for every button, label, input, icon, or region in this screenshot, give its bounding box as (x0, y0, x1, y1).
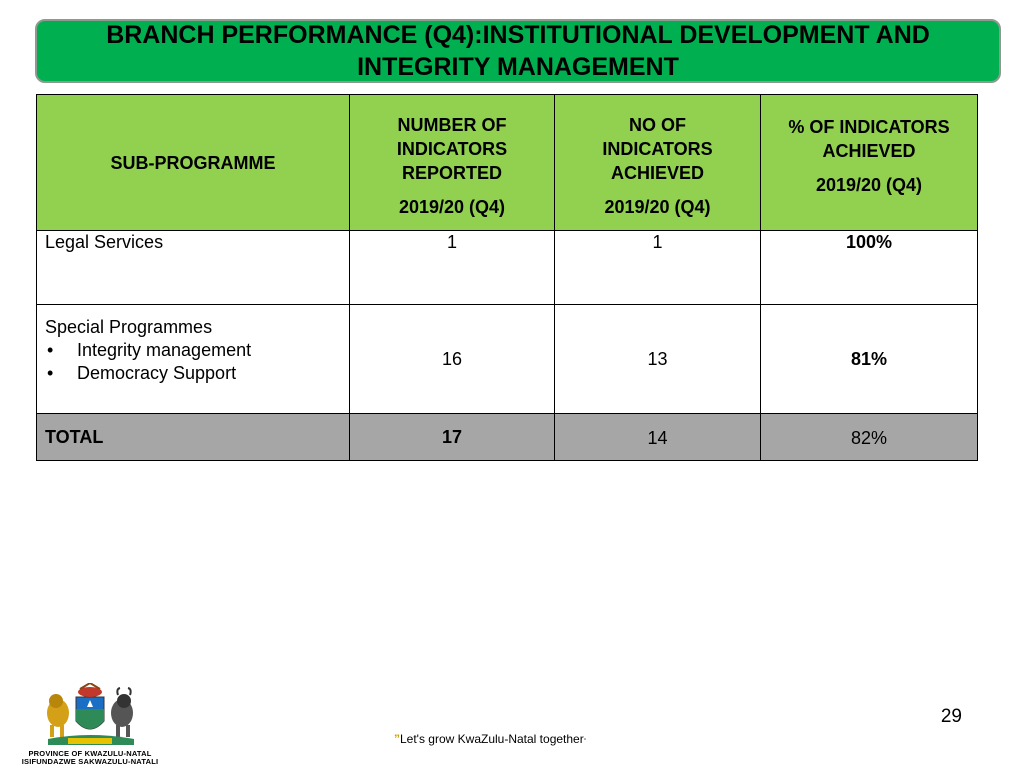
table-header-row (37, 95, 978, 231)
sub-programme-cell (37, 305, 350, 414)
slide-title-line-1: BRANCH PERFORMANCE (Q4):INSTITUTIONAL DEVELOPMENT AND (106, 21, 930, 49)
total-reported: 17 (350, 414, 555, 461)
tagline-close-quote: ” (583, 739, 586, 745)
performance-table (36, 94, 978, 461)
header-number-reported: NUMBER OF INDICATORS REPORTED 2019/20 (Q4) (350, 95, 555, 231)
achieved-cell: 13 (555, 305, 761, 414)
table-row (37, 305, 978, 414)
footer-tagline (394, 732, 586, 746)
header-year: 2019/20 (Q4) (815, 174, 923, 195)
header-year: 2019/20 (Q4) (604, 196, 711, 217)
percent-cell: 81% (761, 305, 978, 414)
total-row (37, 414, 978, 461)
reported-cell: 16 (350, 305, 555, 414)
percent-cell: 100% (761, 231, 978, 305)
logo-line-2: ISIFUNDAZWE SAKWAZULU-NATALI (21, 757, 159, 766)
tagline-open-quote: ” (394, 732, 400, 746)
coat-of-arms-icon (38, 683, 142, 747)
total-percent: 82% (761, 414, 978, 461)
total-label: TOTAL (37, 414, 350, 461)
slide-title-line-2: INTEGRITY MANAGEMENT (357, 53, 679, 81)
bullet-item: • Integrity management (45, 339, 349, 362)
sub-programme-name: Special Programmes (45, 317, 213, 337)
slide-title-banner (35, 19, 1001, 83)
total-achieved: 14 (555, 414, 761, 461)
reported-cell: 1 (350, 231, 555, 305)
header-number-achieved: NO OF INDICATORS ACHIEVED 2019/20 (Q4) (555, 95, 761, 231)
page-number: 29 (940, 706, 962, 727)
sub-programme-cell: Legal Services (37, 231, 350, 305)
header-sub-programme: SUB-PROGRAMME (37, 95, 350, 231)
logo-line-1: PROVINCE OF KWAZULU-NATAL (28, 749, 152, 758)
table-row (37, 231, 978, 305)
achieved-cell: 1 (555, 231, 761, 305)
header-year: 2019/20 (Q4) (398, 196, 506, 217)
slide-title (106, 19, 930, 83)
sub-programme-bullets (45, 339, 349, 385)
tagline-text: Let's grow KwaZulu-Natal together (400, 732, 584, 746)
provincial-logo (10, 683, 170, 765)
bullet-item: • Democracy Support (45, 362, 349, 385)
header-percent-achieved: % OF INDICATORS ACHIEVED 2019/20 (Q4) (761, 95, 978, 231)
